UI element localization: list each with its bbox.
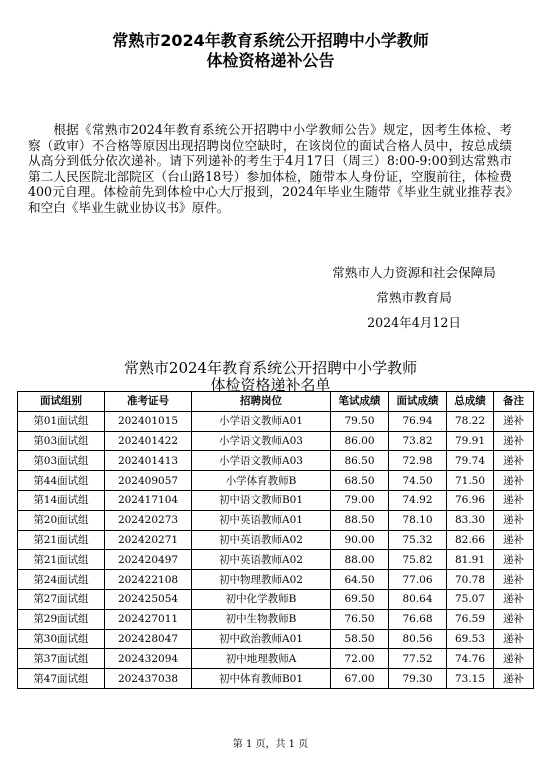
cell-total-score: 71.50	[447, 471, 494, 491]
table-row	[18, 550, 534, 570]
cell-interview-score: 78.10	[389, 510, 447, 530]
cell-total-score: 79.91	[447, 431, 494, 451]
cell-remark: 递补	[494, 451, 534, 471]
cell-interview-score: 75.32	[389, 530, 447, 550]
cell-position: 小学语文教师A03	[192, 451, 331, 471]
cell-exam-number: 202401015	[105, 411, 192, 431]
table-row	[18, 490, 534, 510]
table-row	[18, 609, 534, 629]
signatory-hrss-bureau: 常熟市人力资源和社会保障局	[332, 265, 496, 280]
cell-interview-score: 77.06	[389, 570, 447, 590]
cell-written-score: 90.00	[331, 530, 389, 550]
cell-written-score: 88.50	[331, 510, 389, 530]
cell-remark: 递补	[494, 490, 534, 510]
cell-interview-group: 第21面试组	[18, 530, 105, 550]
cell-interview-score: 72.98	[389, 451, 447, 471]
cell-interview-score: 76.68	[389, 609, 447, 629]
cell-interview-score: 75.82	[389, 550, 447, 570]
cell-position: 初中体育教师B01	[192, 669, 331, 689]
cell-interview-group: 第20面试组	[18, 510, 105, 530]
cell-remark: 递补	[494, 510, 534, 530]
notice-title-line-2: 体检资格递补公告	[206, 51, 335, 70]
cell-remark: 递补	[494, 570, 534, 590]
cell-exam-number: 202437038	[105, 669, 192, 689]
table-row	[18, 570, 534, 590]
cell-written-score: 72.00	[331, 649, 389, 669]
header-interview-group: 面试组别	[18, 392, 105, 412]
cell-interview-group: 第44面试组	[18, 471, 105, 491]
cell-remark: 递补	[494, 530, 534, 550]
table-row	[18, 471, 534, 491]
cell-exam-number: 202428047	[105, 629, 192, 649]
cell-exam-number: 202420271	[105, 530, 192, 550]
cell-position: 小学体育教师B	[192, 471, 331, 491]
header-total-score: 总成绩	[447, 392, 494, 412]
cell-total-score: 74.76	[447, 649, 494, 669]
cell-position: 初中化学教师B	[192, 589, 331, 609]
cell-interview-group: 第21面试组	[18, 550, 105, 570]
cell-written-score: 68.50	[331, 471, 389, 491]
cell-total-score: 82.66	[447, 530, 494, 550]
cell-remark: 递补	[494, 550, 534, 570]
cell-remark: 递补	[494, 589, 534, 609]
cell-remark: 递补	[494, 649, 534, 669]
cell-interview-group: 第14面试组	[18, 490, 105, 510]
cell-written-score: 69.50	[331, 589, 389, 609]
cell-position: 初中英语教师A02	[192, 530, 331, 550]
cell-position: 初中英语教师A02	[192, 550, 331, 570]
cell-interview-group: 第01面试组	[18, 411, 105, 431]
cell-written-score: 86.50	[331, 451, 389, 471]
cell-total-score: 81.91	[447, 550, 494, 570]
cell-position: 初中生物教师B	[192, 609, 331, 629]
cell-total-score: 75.07	[447, 589, 494, 609]
cell-total-score: 79.74	[447, 451, 494, 471]
cell-position: 初中语文教师B01	[192, 490, 331, 510]
header-interview-score: 面试成绩	[389, 392, 447, 412]
cell-written-score: 86.00	[331, 431, 389, 451]
header-remark: 备注	[494, 392, 534, 412]
cell-total-score: 73.15	[447, 669, 494, 689]
cell-interview-group: 第29面试组	[18, 609, 105, 629]
cell-total-score: 69.53	[447, 629, 494, 649]
cell-exam-number: 202409057	[105, 471, 192, 491]
cell-interview-group: 第03面试组	[18, 451, 105, 471]
cell-interview-score: 80.56	[389, 629, 447, 649]
cell-interview-score: 77.52	[389, 649, 447, 669]
table-row	[18, 649, 534, 669]
cell-remark: 递补	[494, 411, 534, 431]
cell-position: 初中地理教师A	[192, 649, 331, 669]
cell-exam-number: 202401413	[105, 451, 192, 471]
notice-title	[0, 31, 541, 71]
cell-interview-group: 第37面试组	[18, 649, 105, 669]
cell-written-score: 79.00	[331, 490, 389, 510]
cell-total-score: 76.59	[447, 609, 494, 629]
table-row	[18, 431, 534, 451]
cell-total-score: 76.96	[447, 490, 494, 510]
cell-written-score: 88.00	[331, 550, 389, 570]
cell-exam-number: 202417104	[105, 490, 192, 510]
cell-exam-number: 202432094	[105, 649, 192, 669]
header-exam-number: 准考证号	[105, 392, 192, 412]
cell-written-score: 76.50	[331, 609, 389, 629]
cell-remark: 递补	[494, 471, 534, 491]
cell-total-score: 70.78	[447, 570, 494, 590]
notice-body: 根据《常熟市2024年教育系统公开招聘中小学教师公告》规定，因考生体检、考察（政审）不合格等原因出现招聘岗位空缺时，在该岗位的面试合格人员中，按总成绩从高分到低分依次递补。请下列递补的考生于4月17日（周三）8:00-9:00到达常熟市第二人民医院北部院区（台山路18号）参加体检，随带本人身份证，空腹前往，体检费400元自理。体检前先到体检中心大厅报到，2024年毕业生随带《毕业生就业推荐表》和空白《毕业生就业协议书》原件。	[28, 122, 512, 215]
cell-exam-number: 202425054	[105, 589, 192, 609]
page-footer: 第 1 页，共 1 页	[232, 739, 309, 750]
table-body	[18, 411, 534, 688]
cell-interview-group: 第30面试组	[18, 629, 105, 649]
cell-position: 小学语文教师A01	[192, 411, 331, 431]
table-head	[18, 392, 534, 412]
cell-exam-number: 202420497	[105, 550, 192, 570]
cell-interview-group: 第27面试组	[18, 589, 105, 609]
header-written-score: 笔试成绩	[331, 392, 389, 412]
notice-date: 2024年4月12日	[367, 315, 461, 330]
signatory-education-bureau: 常熟市教育局	[376, 290, 452, 305]
cell-remark: 递补	[494, 629, 534, 649]
cell-interview-score: 79.30	[389, 669, 447, 689]
cell-total-score: 83.30	[447, 510, 494, 530]
cell-interview-score: 80.64	[389, 589, 447, 609]
table-row	[18, 510, 534, 530]
header-position: 招聘岗位	[192, 392, 331, 412]
cell-exam-number: 202420273	[105, 510, 192, 530]
notice-title-line-1: 常熟市2024年教育系统公开招聘中小学教师	[112, 31, 429, 50]
table-header-row	[18, 392, 534, 412]
roster-title-line-1: 常熟市2024年教育系统公开招聘中小学教师	[123, 359, 418, 377]
cell-written-score: 67.00	[331, 669, 389, 689]
cell-interview-score: 76.94	[389, 411, 447, 431]
cell-interview-score: 74.50	[389, 471, 447, 491]
cell-interview-score: 73.82	[389, 431, 447, 451]
cell-position: 小学语文教师A03	[192, 431, 331, 451]
table-row	[18, 589, 534, 609]
roster-table	[17, 391, 534, 689]
cell-exam-number: 202401422	[105, 431, 192, 451]
cell-interview-group: 第24面试组	[18, 570, 105, 590]
cell-exam-number: 202422108	[105, 570, 192, 590]
table-row	[18, 669, 534, 689]
table-row	[18, 530, 534, 550]
cell-remark: 递补	[494, 431, 534, 451]
cell-remark: 递补	[494, 669, 534, 689]
cell-position: 初中英语教师A01	[192, 510, 331, 530]
cell-interview-group: 第47面试组	[18, 669, 105, 689]
cell-interview-score: 74.92	[389, 490, 447, 510]
cell-total-score: 78.22	[447, 411, 494, 431]
cell-exam-number: 202427011	[105, 609, 192, 629]
table-row	[18, 629, 534, 649]
cell-written-score: 79.50	[331, 411, 389, 431]
roster-title	[0, 360, 541, 394]
table-row	[18, 451, 534, 471]
cell-interview-group: 第03面试组	[18, 431, 105, 451]
signature-block	[324, 260, 504, 335]
cell-position: 初中政治教师A01	[192, 629, 331, 649]
cell-written-score: 58.50	[331, 629, 389, 649]
cell-written-score: 64.50	[331, 570, 389, 590]
cell-position: 初中物理教师A02	[192, 570, 331, 590]
cell-remark: 递补	[494, 609, 534, 629]
table-row	[18, 411, 534, 431]
roster-title-line-2: 体检资格递补名单	[210, 376, 331, 394]
